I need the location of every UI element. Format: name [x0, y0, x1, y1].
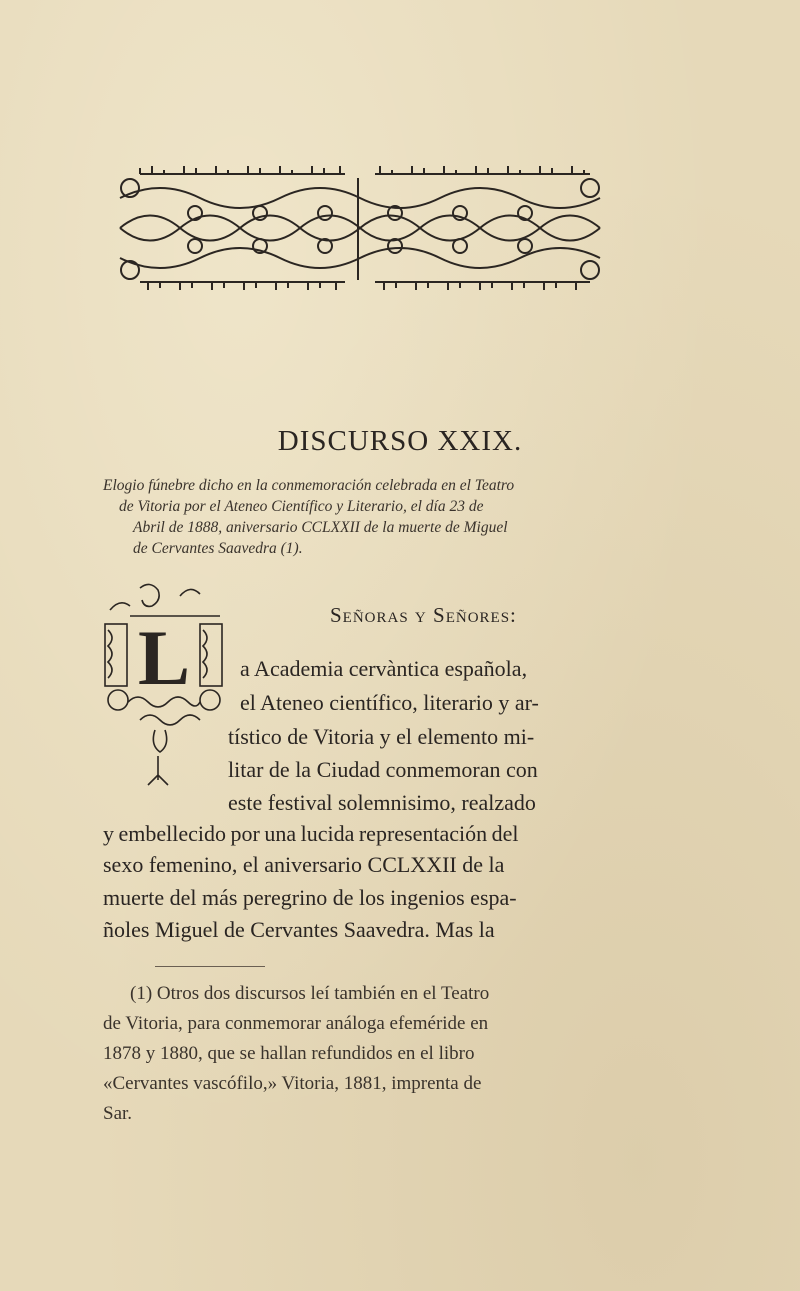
footnote-line: 1878 y 1880, que se hallan refundidos en el libro [103, 1043, 475, 1064]
summary-line: de Vitoria por el Ateneo Científico y Literario, el día 23 de [119, 498, 484, 515]
footnote-line: Sar. [103, 1103, 133, 1124]
body-line: este festival solemnisimo, realzado [228, 790, 536, 815]
summary-line: de Cervantes Saavedra (1). [133, 540, 303, 557]
body-line: el Ateneo científico, literario y ar- [240, 690, 539, 715]
headpiece-ornament [100, 158, 620, 298]
summary-line: Abril de 1888, aniversario CCLXXII de la muerte de Miguel [133, 519, 508, 536]
footnote-divider [155, 966, 265, 967]
body-line: sexo femenino, el aniversario CCLXXII de la [103, 852, 505, 877]
initial-letter: L [137, 614, 191, 701]
decorated-initial-L [100, 580, 235, 810]
salutation: Señoras y Señores: [330, 603, 517, 627]
body-line: muerte del más peregrino de los ingenios espa- [103, 885, 517, 910]
body-line: y embellecido por una lucida representación del [103, 821, 519, 846]
page-title: DISCURSO XXIX. [277, 425, 523, 457]
body-line: ñoles Miguel de Cervantes Saavedra. Mas la [103, 917, 495, 942]
summary-line: Elogio fúnebre dicho en la conmemoración celebrada en el Teatro [103, 477, 515, 494]
body-line: litar de la Ciudad conmemoran con [228, 757, 538, 782]
footnote-line: «Cervantes vascófilo,» Vitoria, 1881, imprenta de [103, 1073, 482, 1094]
discourse-summary [103, 475, 615, 559]
body-line: tístico de Vitoria y el elemento mi- [228, 724, 535, 749]
footnote-line: de Vitoria, para conmemorar análoga efeméride en [103, 1013, 489, 1034]
footnote-line: (1) Otros dos discursos leí también en el Teatro [130, 983, 490, 1004]
body-line: a Academia cervàntica española, [240, 656, 528, 681]
